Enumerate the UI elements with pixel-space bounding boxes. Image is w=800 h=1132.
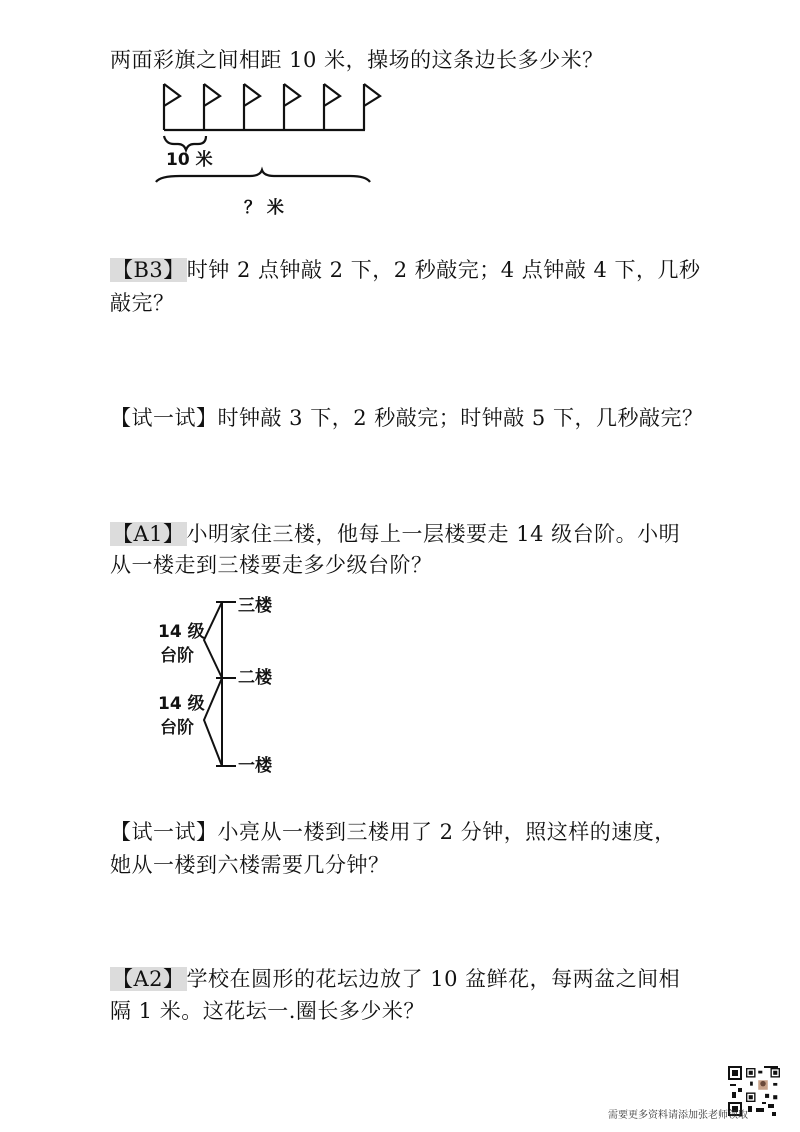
a1-text: 小明家住三楼，他每上一层楼要走 14 级台阶。小明 <box>186 522 681 546</box>
a1-tag: 【A1】 <box>112 522 185 546</box>
gap-brace <box>164 136 206 150</box>
a1-line2: 从一楼走到三楼要走多少级台阶？ <box>110 553 433 577</box>
b3-text: 时钟 2 点钟敲 2 下，2 秒敲完；4 点钟敲 4 下，几秒 <box>186 258 701 282</box>
flag-icon <box>364 84 380 130</box>
flag-icon <box>244 84 260 130</box>
lower-steps-num: 14 级 <box>158 694 205 714</box>
flags-question-text: 两面彩旗之间相距 10 米，操场的这条边长多少米？ <box>110 48 604 72</box>
b3-line1 <box>110 256 701 284</box>
b3-line2: 敲完？ <box>110 291 175 315</box>
qr-code-avatar-icon <box>746 1068 780 1102</box>
a2-line1 <box>110 965 680 993</box>
footer-text: 需要更多资料请添加张老师领取 <box>608 1110 748 1121</box>
upper-bracket <box>204 602 222 678</box>
floor3-label: 三楼 <box>238 596 272 616</box>
try2-line1: 【试一试】小亮从一楼到三楼用了 2 分钟，照这样的速度， <box>110 820 676 844</box>
gap-label: 10 米 <box>166 150 213 170</box>
total-brace <box>156 170 370 182</box>
flag-icon <box>284 84 300 130</box>
lower-steps-word: 台阶 <box>160 718 194 738</box>
upper-steps-word: 台阶 <box>160 646 194 666</box>
try2-line2: 她从一楼到六楼需要几分钟？ <box>110 853 390 877</box>
a2-text: 学校在圆形的花坛边放了 10 盆鲜花，每两盆之间相 <box>186 967 681 991</box>
flag-icon <box>164 84 180 130</box>
total-label: ？ 米 <box>244 198 284 218</box>
lower-bracket <box>204 678 222 766</box>
a1-line1 <box>110 520 680 548</box>
a2-line2: 隔 1 米。这花坛一.圈长多少米？ <box>110 999 425 1023</box>
flag-icon <box>324 84 340 130</box>
flag-icon <box>204 84 220 130</box>
upper-steps-num: 14 级 <box>158 622 205 642</box>
b3-tag: 【B3】 <box>112 258 185 282</box>
floor2-label: 二楼 <box>238 668 272 688</box>
a2-tag: 【A2】 <box>112 967 185 991</box>
try1-text: 【试一试】时钟敲 3 下，2 秒敲完；时钟敲 5 下，几秒敲完？ <box>110 406 704 430</box>
floor1-label: 一楼 <box>238 756 272 776</box>
